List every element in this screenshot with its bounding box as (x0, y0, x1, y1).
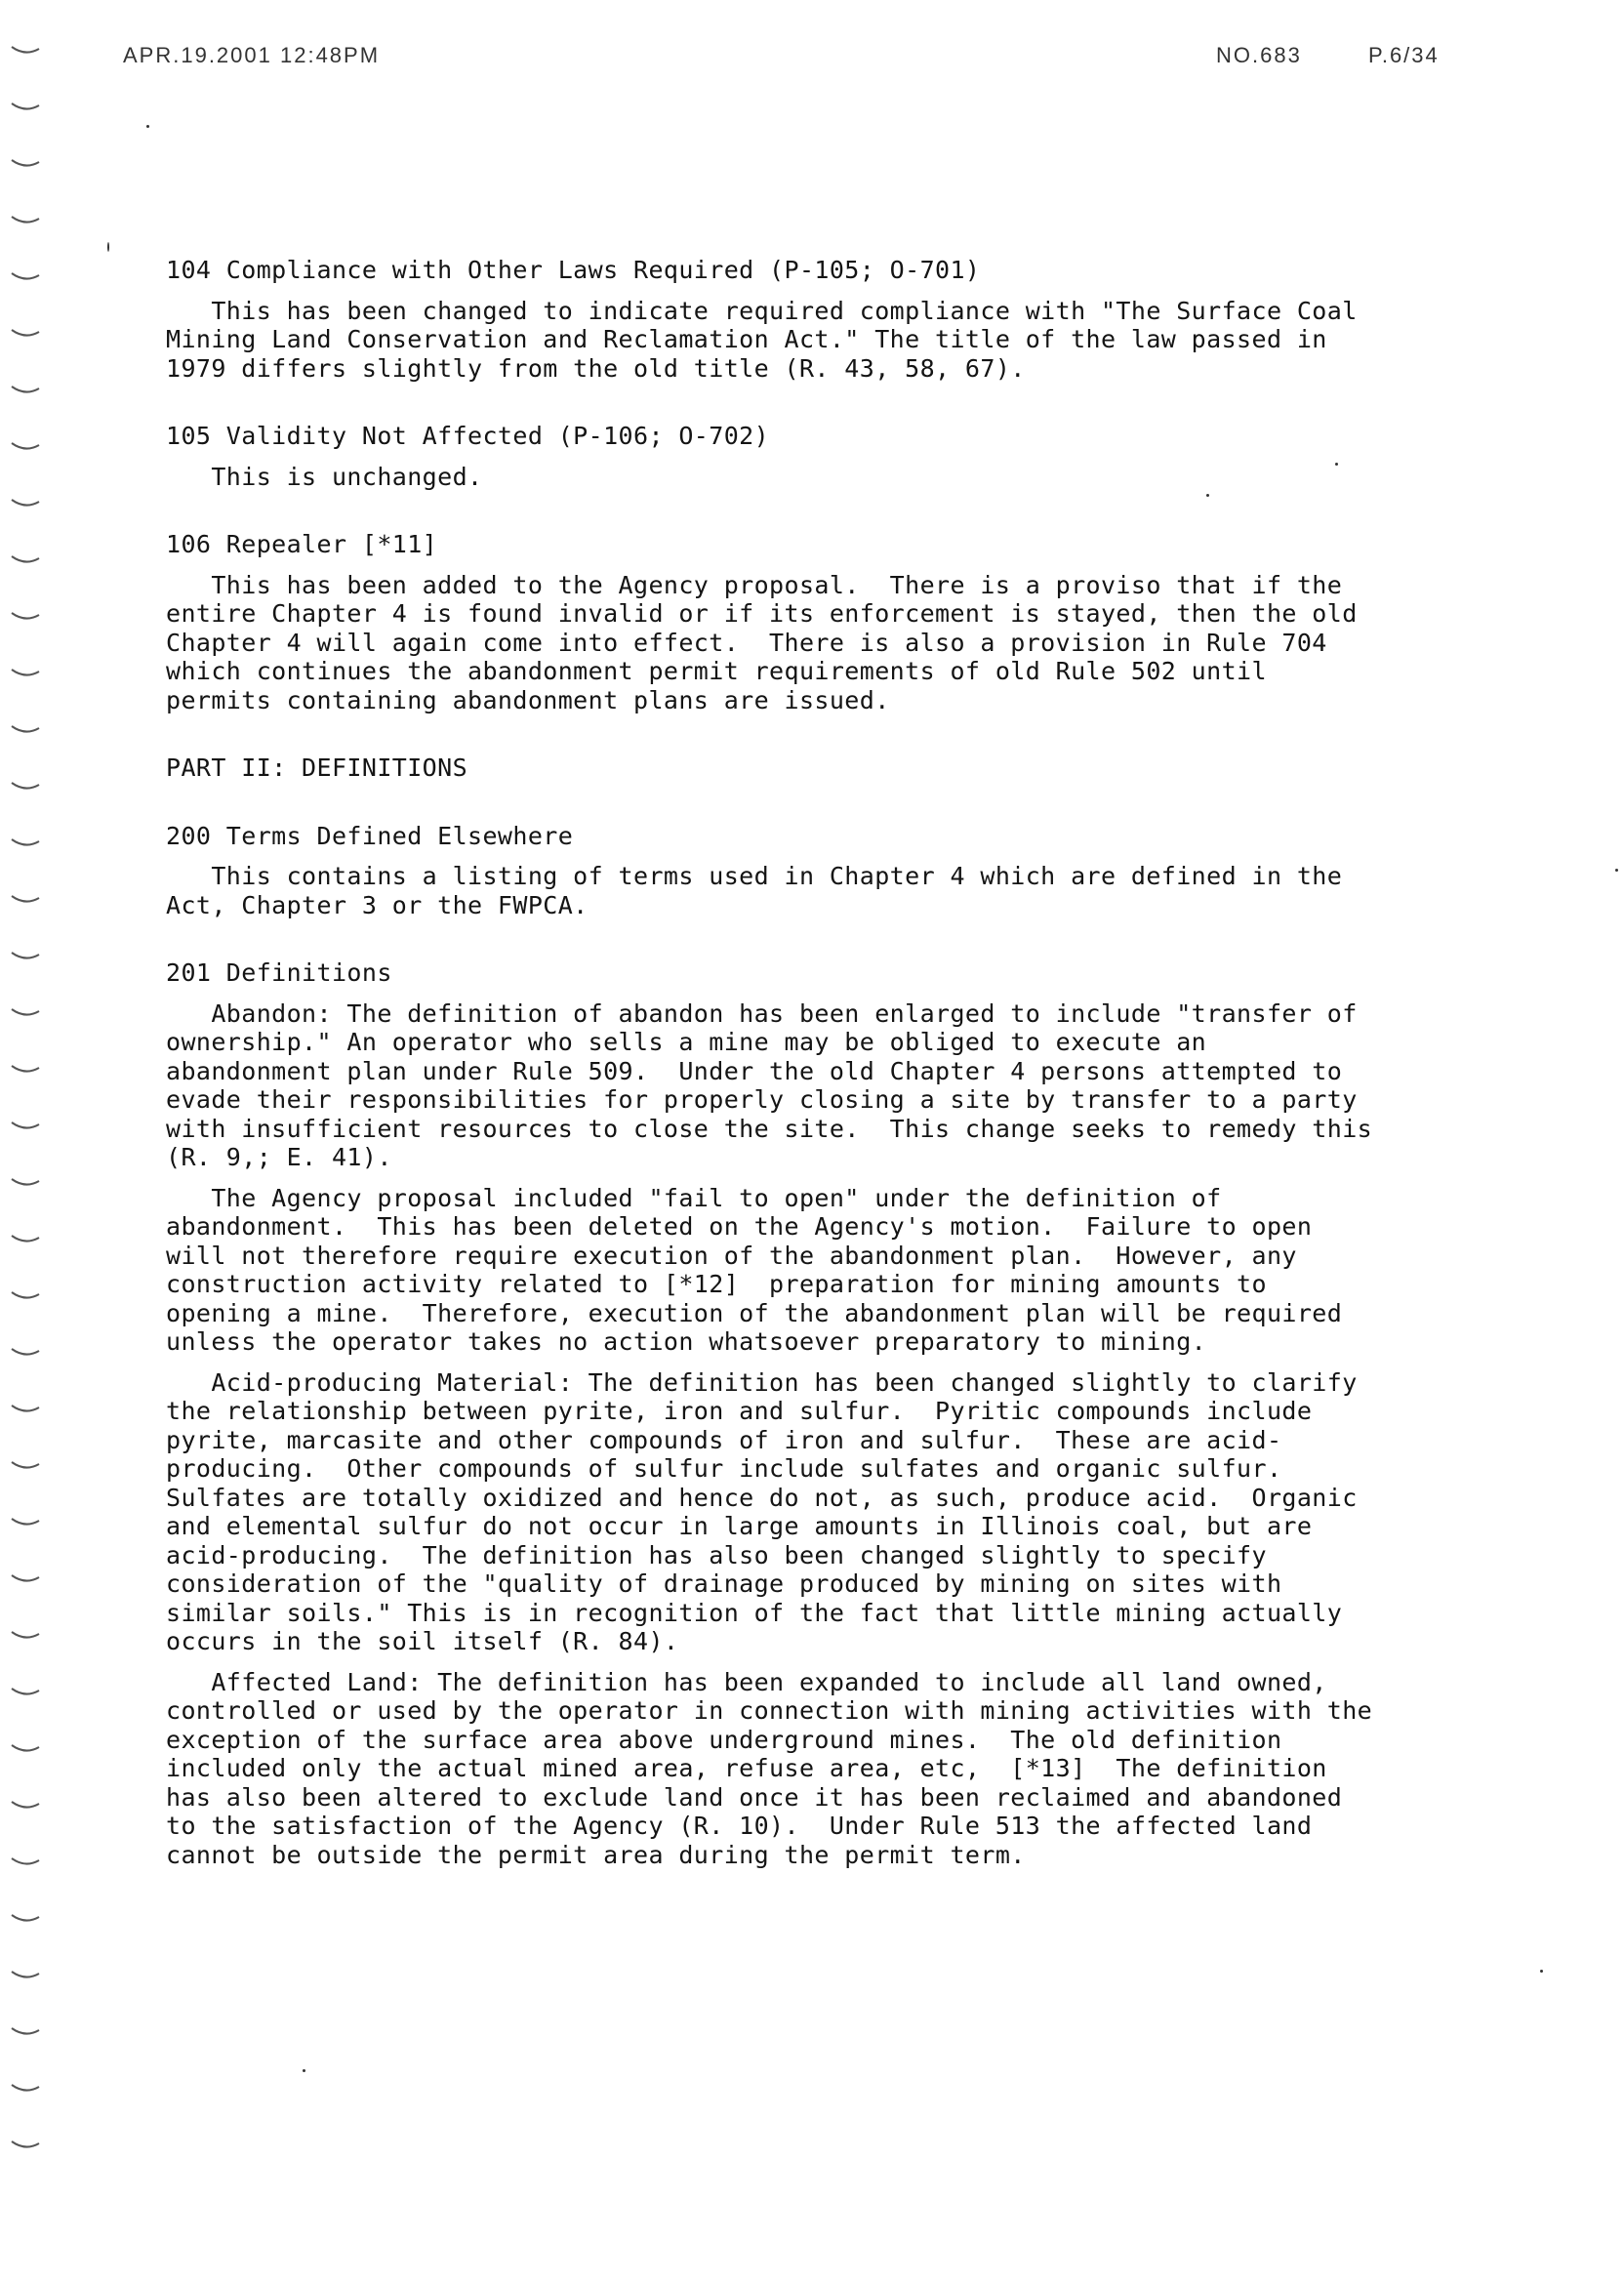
binding-hole-mark (12, 783, 39, 789)
binding-hole-mark (12, 613, 39, 619)
fax-number: NO.683 (1216, 43, 1302, 67)
binding-hole-mark (12, 217, 39, 223)
binding-hole-mark (12, 2085, 39, 2091)
binding-hole-mark (12, 273, 39, 279)
definition-affected-land: Affected Land: The definition has been expanded to include all land owned, controlled or used by the operator in connection with mining activities with the exception of the surface area above underground mines. The old definition included only the actual mined area, refuse area, etc, [*13] The definition has also been altered to exclude land once it has been reclaimed and abandoned to the satisfaction of the Agency (R. 10). Under Rule 513 the affected land cannot be outside the permit area during the permit term. (166, 1667, 1373, 1869)
section-heading-104: 104 Compliance with Other Laws Required (P-105; O-701) (166, 256, 981, 284)
section-heading-201: 201 Definitions (166, 958, 392, 987)
section-heading-200: 200 Terms Defined Elsewhere (166, 821, 574, 850)
binding-hole-mark (12, 1519, 39, 1525)
scan-speck (1615, 869, 1618, 872)
binding-hole-mark (12, 443, 39, 449)
scan-speck (1206, 494, 1209, 497)
binding-hole-mark (12, 1066, 39, 1072)
binding-hole-mark (12, 1915, 39, 1921)
section-heading-105: 105 Validity Not Affected (P-106; O-702) (166, 422, 770, 450)
binding-hole-mark (12, 500, 39, 506)
binding-hole-mark (12, 1406, 39, 1411)
binding-hole-mark (12, 1972, 39, 1977)
binding-hole-mark (12, 1575, 39, 1581)
binding-hole-mark (12, 1236, 39, 1242)
binding-hole-mark (12, 1009, 39, 1015)
binding-hole-mark (12, 1802, 39, 1808)
binding-hole-mark (12, 1349, 39, 1355)
document-body (166, 256, 1474, 1869)
scan-speck (1335, 463, 1338, 466)
binding-hole-mark (12, 670, 39, 675)
fax-page-number: P.6/34 (1368, 43, 1440, 67)
part-ii-heading: PART II: DEFINITIONS (166, 754, 468, 782)
binding-hole-mark (12, 387, 39, 392)
binding-hole-mark (12, 160, 39, 166)
fax-header (0, 43, 1624, 82)
definition-abandon-continued: The Agency proposal included "fail to open" under the definition of abandonment. This has been deleted on the Agency's motion. Failure to open will not therefore require execution of the abandonment plan. However, any construction activity related to [*12] preparation for mining amounts to opening a mine. Therefore, execution of the abandonment plan will be required unless the operator takes no action whatsoever preparatory to mining. (166, 1183, 1343, 1356)
binding-hole-mark (12, 2141, 39, 2147)
binding-hole-mark (12, 1292, 39, 1298)
binding-hole-mark (12, 556, 39, 562)
section-heading-106: 106 Repealer [*11] (166, 530, 438, 558)
binding-hole-mark (12, 47, 39, 53)
binding-hole-mark (12, 1462, 39, 1468)
binding-hole-mark (12, 896, 39, 902)
section-106-paragraph: This has been added to the Agency proposal. There is a proviso that if the entire Chapter 4 is found invalid or if its enforcement is stayed, then the old Chapter 4 will again come into effect. There is also a provision in Rule 704 which continues the abandonment permit requirements of old Rule 502 until permits containing abandonment plans are issued. (166, 570, 1358, 714)
binding-hole-mark (12, 103, 39, 109)
binding-hole-mark (12, 2028, 39, 2034)
binding-hole-mark (12, 953, 39, 958)
binding-holes (0, 29, 59, 2167)
scan-speck (1540, 1970, 1543, 1973)
binding-hole-mark (12, 1689, 39, 1694)
binding-hole-mark (12, 726, 39, 732)
binding-hole-mark (12, 1745, 39, 1751)
scan-speck (303, 2069, 305, 2072)
definition-abandon: Abandon: The definition of abandon has been enlarged to include "transfer of ownership." An operator who sells a mine may be obliged to execute an abandonment plan under Rule 509. Under the old Chapter 4 persons attempted to evade their responsibilities for properly closing a site by transfer to a party with insufficient resources to close the site. This change seeks to remedy this (R. 9,; E. 41). (166, 998, 1373, 1171)
section-104-paragraph: This has been changed to indicate required compliance with "The Surface Coal Mining Land Conservation and Reclamation Act." The title of the law passed in 1979 differs slightly from the old title (R. 43, 58, 67). (166, 296, 1358, 383)
binding-hole-mark (12, 839, 39, 845)
fax-date-time: APR.19.2001 12:48PM (123, 43, 381, 67)
scan-speck (107, 242, 109, 252)
binding-hole-mark (12, 1858, 39, 1864)
section-200-paragraph: This contains a listing of terms used in Chapter 4 which are defined in the Act, Chapter 3 or the FWPCA. (166, 862, 1343, 919)
binding-hole-mark (12, 1632, 39, 1638)
binding-hole-mark (12, 1122, 39, 1128)
binding-hole-mark (12, 1179, 39, 1185)
scan-speck (146, 125, 149, 128)
definition-acid-producing-material: Acid-producing Material: The definition has been changed slightly to clarify the relationship between pyrite, iron and sulfur. Pyritic compounds include pyrite, marcasite and other compounds of iron and sulfur. These are acid- producing. Other compounds of sulfur include sulfates and organic sulfur. Sulfates are totally oxidized and hence do not, as such, produce acid. Organic and elemental sulfur do not occur in large amounts in Illinois coal, but are acid-producing. The definition has also been changed slightly to specify consideration of the "quality of drainage produced by mining on sites with similar soils." This is in recognition of the fact that little mining actually occurs in the soil itself (R. 84). (166, 1367, 1358, 1655)
binding-hole-mark (12, 330, 39, 336)
section-105-paragraph: This is unchanged. (166, 462, 483, 491)
